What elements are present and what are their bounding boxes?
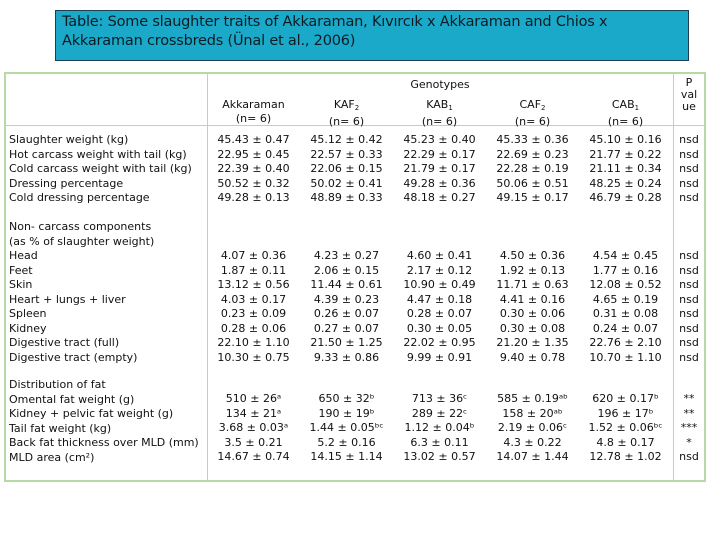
table-title: Table: Some slaughter traits of Akkaraman, Kıvırcık x Akkaraman and Chios x Akkaraman crossbreds (Ünal et al., 2006) — [55, 10, 689, 61]
group-noncarcass-kaf2-values: 4.23 ± 0.27 2.06 ± 0.15 11.44 ± 0.61 4.39 ± 0.23 0.26 ± 0.07 0.27 ± 0.07 21.50 ± 1.25 9.33 ± 0.86 — [310, 249, 383, 364]
group-fat-labels: Distribution of fat Omental fat weight (g) Kidney + pelvic fat weight (g) Tail fat weight (kg) Back fat thickness over MLD (mm) MLD area (cm²) — [9, 378, 199, 464]
column-header-cab1: $CAB_1$ (n= 6) — [607, 98, 644, 128]
group-slaughter-akkaraman-values: 45.43 ± 0.47 22.95 ± 0.45 22.39 ± 0.40 50.52 ± 0.32 49.28 ± 0.13 — [217, 133, 290, 204]
group-fat-p-values: ** ** *** * nsd — [679, 392, 699, 463]
group-noncarcass-p-values: nsd nsd nsd nsd nsd nsd nsd nsd — [679, 249, 699, 364]
group-fat-kab1-values: 713 ± 36ᶜ 289 ± 22ᶜ 1.12 ± 0.04ᵇ 6.3 ± 0.11 13.02 ± 0.57 — [403, 392, 476, 463]
column-header-caf2: $CAF_2$ (n= 6) — [514, 98, 551, 128]
group-fat-cab1-values: 620 ± 0.17ᵇ 196 ± 17ᵇ 1.52 ± 0.06ᵇᶜ 4.8 ± 0.17 12.78 ± 1.02 — [588, 392, 663, 463]
group-slaughter-kab1-values: 45.23 ± 0.40 22.29 ± 0.17 21.79 ± 0.17 49.28 ± 0.36 48.18 ± 0.27 — [403, 133, 476, 204]
group-noncarcass-labels: Non- carcass components (as % of slaughter weight) Head Feet Skin Heart + lungs + liver Spleen Kidney Digestive tract (full) Digestive tract (empty) — [9, 220, 155, 364]
group-slaughter-cab1-values: 45.10 ± 0.16 21.77 ± 0.22 21.11 ± 0.34 48.25 ± 0.24 46.79 ± 0.28 — [589, 133, 662, 204]
group-slaughter-kaf2-values: 45.12 ± 0.42 22.57 ± 0.33 22.06 ± 0.15 50.02 ± 0.41 48.89 ± 0.33 — [310, 133, 383, 204]
p-value-header: P val ue — [680, 76, 698, 113]
group-noncarcass-kab1-values: 4.60 ± 0.41 2.17 ± 0.12 10.90 ± 0.49 4.47 ± 0.18 0.28 ± 0.07 0.30 ± 0.05 22.02 ± 0.95 9.99 ± 0.91 — [403, 249, 476, 364]
column-header-kab1: $KAB_1$ (n= 6) — [421, 98, 458, 128]
group-noncarcass-caf2-values: 4.50 ± 0.36 1.92 ± 0.13 11.71 ± 0.63 4.41 ± 0.16 0.30 ± 0.06 0.30 ± 0.08 21.20 ± 1.35 9.40 ± 0.78 — [496, 249, 569, 364]
group-fat-kaf2-values: 650 ± 32ᵇ 190 ± 19ᵇ 1.44 ± 0.05ᵇᶜ 5.2 ± 0.16 14.15 ± 1.14 — [309, 392, 384, 463]
group-slaughter-caf2-values: 45.33 ± 0.36 22.69 ± 0.23 22.28 ± 0.19 50.06 ± 0.51 49.15 ± 0.17 — [496, 133, 569, 204]
slaughter-traits-table — [4, 72, 706, 482]
group-fat-caf2-values: 585 ± 0.19ᵃᵇ 158 ± 20ᵃᵇ 2.19 ± 0.06ᶜ 4.3 ± 0.22 14.07 ± 1.44 — [496, 392, 569, 463]
column-header-kaf2: $KAF_2$ (n= 6) — [328, 98, 365, 128]
column-header-akkaraman: Akkaraman (n= 6) — [222, 98, 285, 125]
group-fat-akkaraman-values: 510 ± 26ᵃ 134 ± 21ᵃ 3.68 ± 0.03ᵃ 3.5 ± 0.21 14.67 ± 0.74 — [217, 392, 290, 463]
genotypes-header: Genotypes — [410, 78, 470, 91]
group-slaughter-p-values: nsd nsd nsd nsd nsd — [679, 133, 699, 204]
group-noncarcass-akkaraman-values: 4.07 ± 0.36 1.87 ± 0.11 13.12 ± 0.56 4.03 ± 0.17 0.23 ± 0.09 0.28 ± 0.06 22.10 ± 1.10 10.30 ± 0.75 — [217, 249, 290, 364]
group-noncarcass-cab1-values: 4.54 ± 0.45 1.77 ± 0.16 12.08 ± 0.52 4.65 ± 0.19 0.31 ± 0.08 0.24 ± 0.07 22.76 ± 2.10 10.70 ± 1.10 — [589, 249, 662, 364]
group-slaughter-labels: Slaughter weight (kg) Hot carcass weight with tail (kg) Cold carcass weight with tail (kg) Dressing percentage Cold dressing percentage — [9, 133, 192, 204]
